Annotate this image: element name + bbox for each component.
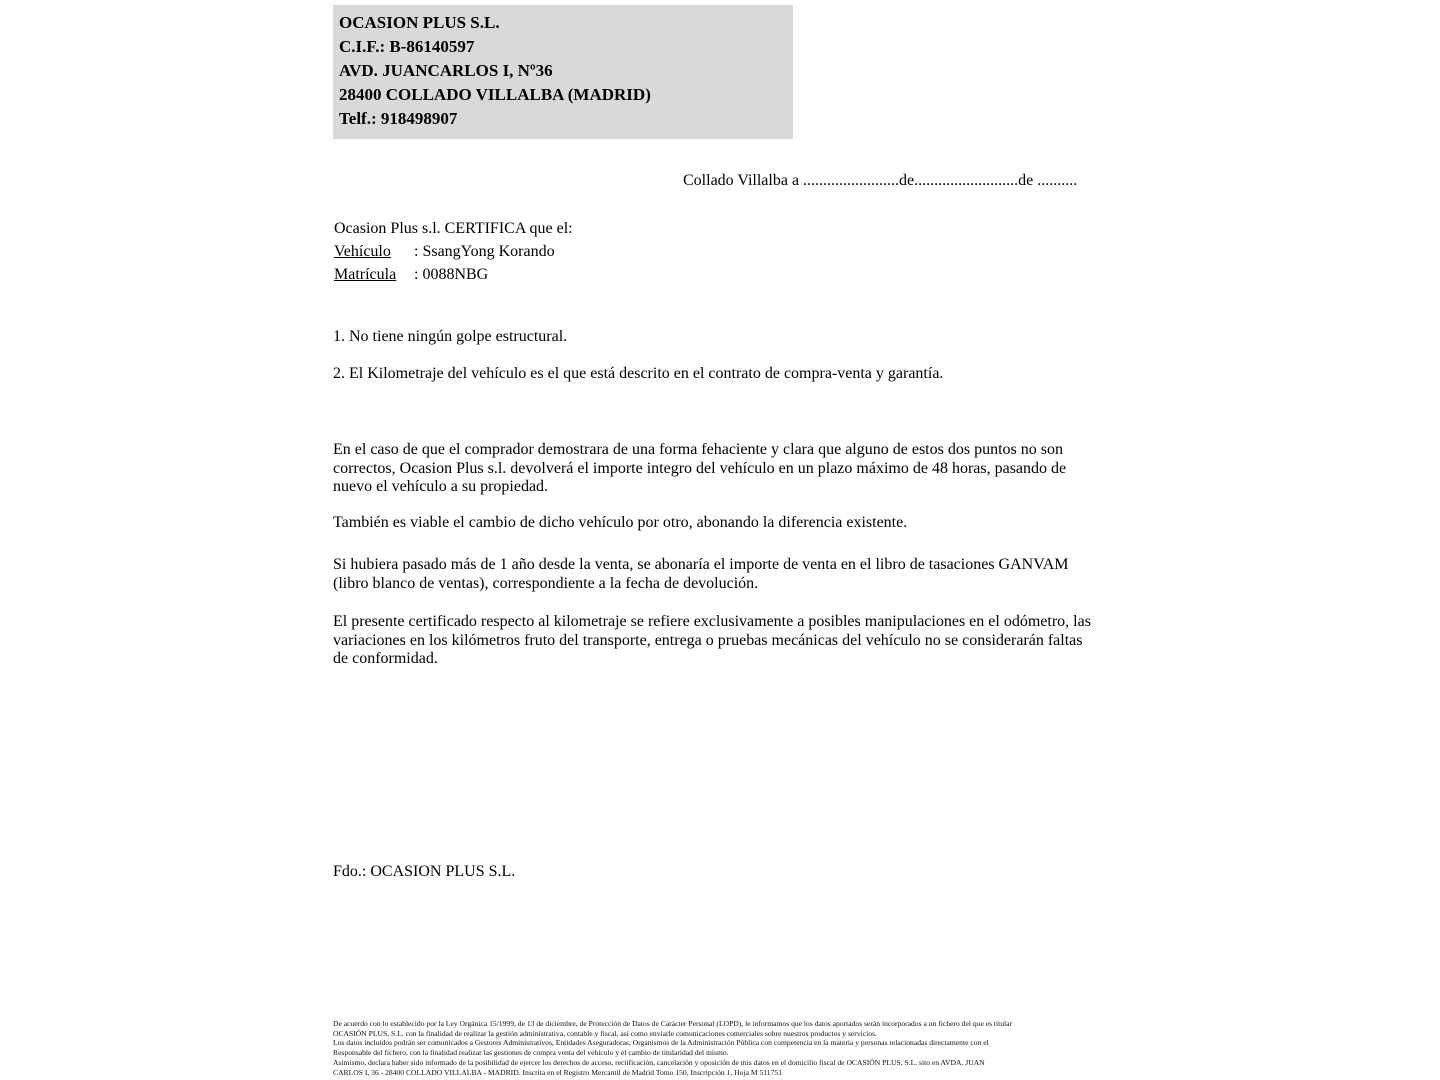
legal-footer-line: Asimismo, declara haber sido informado de la posibilidad de ejercer los derechos de acceso, rectificación, cancelación y oposición de mis datos en el domicilio fiscal de OCASIÓN PLUS, S.L. sito en AVDA. JUAN bbox=[333, 1057, 985, 1067]
certify-section bbox=[334, 217, 573, 286]
body-paragraph-odometer: El presente certificado respecto al kilometraje se refiere exclusivamente a posibles manipulaciones en el odómetro, las variaciones en los kilómetros fruto del transporte, entrega o pruebas mecánicas del vehículo no se considerarán faltas de conformidad. bbox=[333, 613, 1091, 667]
legal-footer-line: CARLOS I, 36 - 28400 COLLADO VILLALBA - MADRID. Inscrita en el Registro Mercantil de Madrid Tomo 150, Inscripción 1, Hoja M 511751 bbox=[333, 1067, 782, 1077]
company-header-block bbox=[333, 5, 793, 139]
certificate-point-1: 1. No tiene ningún golpe estructural. bbox=[333, 328, 568, 345]
body-paragraph-exchange: También es viable el cambio de dicho vehículo por otro, abonando la diferencia existente. bbox=[333, 514, 908, 531]
signature-line: Fdo.: OCASION PLUS S.L. bbox=[333, 863, 516, 880]
company-name: OCASION PLUS S.L. bbox=[339, 13, 500, 32]
body-paragraph-ganvam: Si hubiera pasado más de 1 año desde la venta, se abonaría el importe de venta en el libro de tasaciones GANVAM (libro blanco de ventas), correspondiente a la fecha de devolución. bbox=[333, 556, 1069, 592]
legal-footer-line: OCASIÓN PLUS, S.L. con la finalidad de realizar la gestión administrativa, contable y fiscal, así como enviarle comunicaciones comerciales sobre nuestros productos y servicios. bbox=[333, 1028, 877, 1038]
plate-line bbox=[334, 263, 573, 286]
legal-footer-line: Los datos incluidos podrán ser comunicados a Gestores Administrativos, Entidades Aseguradoras, Organismos de la Administración Pública con competencia en la materia y personas relacionadas directamente con el bbox=[333, 1038, 989, 1048]
date-place-line: Collado Villalba a ........................de..........................de .......... bbox=[683, 172, 1078, 189]
vehicle-line bbox=[334, 240, 573, 263]
vehicle-value: : SsangYong Korando bbox=[414, 243, 555, 260]
body-paragraph-refund: En el caso de que el comprador demostrara de una forma fehaciente y clara que alguno de estos dos puntos no son correctos, Ocasion Plus s.l. devolverá el importe integro del vehículo en un plazo máximo de 48 horas, pasando de nuevo el vehículo a su propiedad. bbox=[333, 441, 1067, 495]
certify-intro: Ocasion Plus s.l. CERTIFICA que el: bbox=[334, 220, 573, 237]
plate-value: : 0088NBG bbox=[414, 266, 489, 283]
certificate-point-2: 2. El Kilometraje del vehículo es el que está descrito en el contrato de compra-venta y garantía. bbox=[333, 365, 944, 382]
legal-footer bbox=[333, 1019, 1113, 1077]
company-phone: Telf.: 918498907 bbox=[339, 109, 458, 128]
plate-label: Matrícula bbox=[334, 266, 397, 283]
company-city: 28400 COLLADO VILLALBA (MADRID) bbox=[339, 85, 651, 104]
company-cif: C.I.F.: B-86140597 bbox=[339, 37, 475, 56]
legal-footer-line: Responsable del fichero, con la finalidad realizar las gestiones de compra venta del vehículo y el cambio de titularidad del mismo. bbox=[333, 1048, 729, 1058]
legal-footer-line: De acuerdo con lo establecido por la Ley Orgánica 15/1999, de 13 de diciembre, de Protección de Datos de Carácter Personal (LOPD), le informamos que los datos aportados serán incorporados a un fichero del que es titular bbox=[333, 1019, 1013, 1028]
company-address: AVD. JUANCARLOS I, Nº36 bbox=[339, 61, 553, 80]
vehicle-label: Vehículo bbox=[334, 243, 391, 260]
